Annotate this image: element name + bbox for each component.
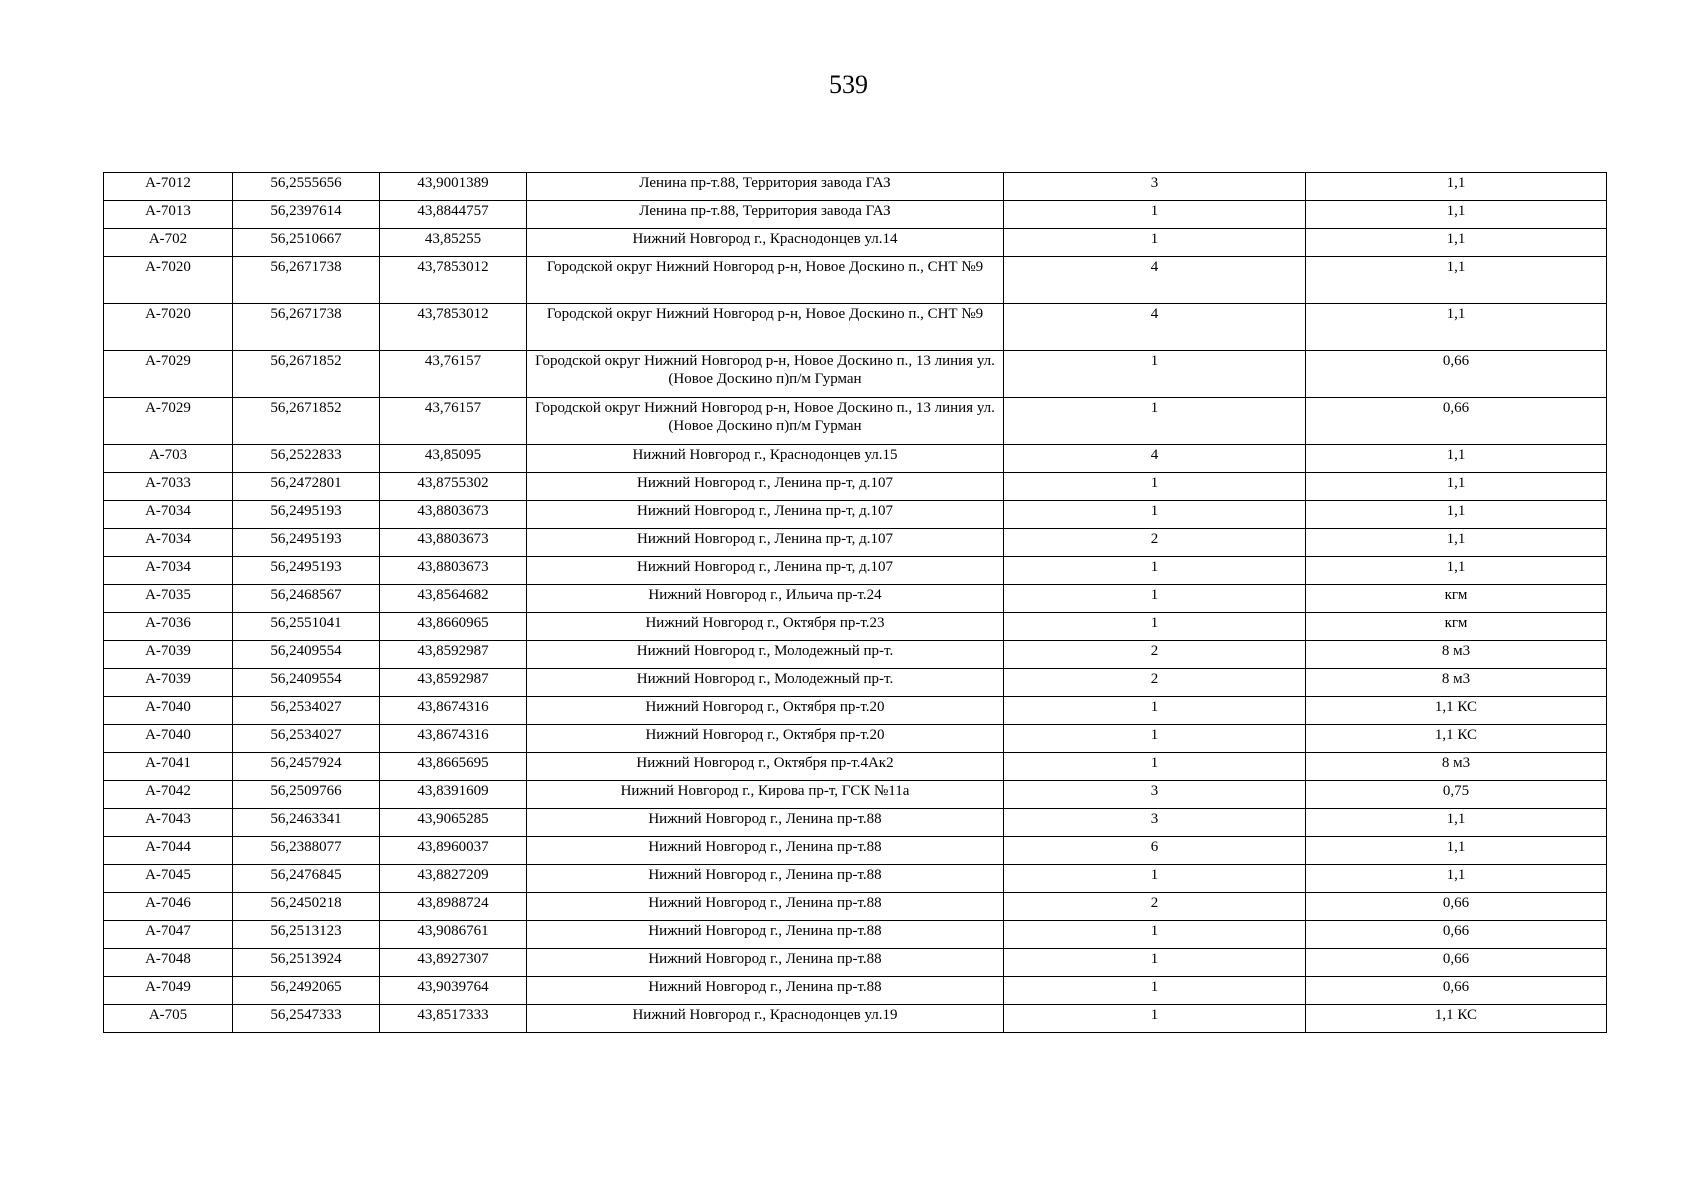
longitude-cell: 43,8803673 <box>380 529 527 557</box>
container-count-cell: 1 <box>1004 613 1306 641</box>
table-row <box>104 977 1607 1005</box>
address-cell: Нижний Новгород г., Краснодонцев ул.14 <box>527 229 1004 257</box>
container-count-cell: 1 <box>1004 865 1306 893</box>
longitude-cell: 43,8960037 <box>380 837 527 865</box>
longitude-cell: 43,9001389 <box>380 173 527 201</box>
table-row <box>104 201 1607 229</box>
site-id-cell: А-705 <box>104 1005 233 1033</box>
address-cell: Городской округ Нижний Новгород р-н, Новое Доскино п., СНТ №9 <box>527 257 1004 304</box>
container-count-cell: 1 <box>1004 201 1306 229</box>
latitude-cell: 56,2671738 <box>233 304 380 351</box>
address-cell: Нижний Новгород г., Ленина пр-т.88 <box>527 977 1004 1005</box>
site-id-cell: А-703 <box>104 445 233 473</box>
table-body <box>104 173 1607 1033</box>
container-volume-cell: 1,1 <box>1306 557 1607 585</box>
container-count-cell: 2 <box>1004 669 1306 697</box>
longitude-cell: 43,8592987 <box>380 641 527 669</box>
table-row <box>104 473 1607 501</box>
table-row <box>104 753 1607 781</box>
container-volume-cell: 1,1 <box>1306 837 1607 865</box>
table-row <box>104 585 1607 613</box>
latitude-cell: 56,2513924 <box>233 949 380 977</box>
table-row <box>104 529 1607 557</box>
container-volume-cell: 1,1 <box>1306 501 1607 529</box>
address-cell: Нижний Новгород г., Ленина пр-т.88 <box>527 837 1004 865</box>
latitude-cell: 56,2468567 <box>233 585 380 613</box>
container-sites-table <box>103 172 1607 1033</box>
container-volume-cell: 0,66 <box>1306 398 1607 445</box>
site-id-cell: А-7040 <box>104 725 233 753</box>
address-cell: Городской округ Нижний Новгород р-н, Новое Доскино п., СНТ №9 <box>527 304 1004 351</box>
site-id-cell: А-7013 <box>104 201 233 229</box>
site-id-cell: А-7029 <box>104 398 233 445</box>
address-cell: Ленина пр-т.88, Территория завода ГАЗ <box>527 173 1004 201</box>
site-id-cell: А-7020 <box>104 304 233 351</box>
longitude-cell: 43,8844757 <box>380 201 527 229</box>
latitude-cell: 56,2510667 <box>233 229 380 257</box>
site-id-cell: А-7036 <box>104 613 233 641</box>
longitude-cell: 43,76157 <box>380 398 527 445</box>
site-id-cell: А-7043 <box>104 809 233 837</box>
site-id-cell: А-7020 <box>104 257 233 304</box>
container-volume-cell: 8 м3 <box>1306 641 1607 669</box>
address-cell: Нижний Новгород г., Краснодонцев ул.19 <box>527 1005 1004 1033</box>
site-id-cell: А-7034 <box>104 501 233 529</box>
container-volume-cell: 1,1 <box>1306 809 1607 837</box>
address-cell: Нижний Новгород г., Ленина пр-т, д.107 <box>527 529 1004 557</box>
longitude-cell: 43,8755302 <box>380 473 527 501</box>
site-id-cell: А-7012 <box>104 173 233 201</box>
longitude-cell: 43,9065285 <box>380 809 527 837</box>
longitude-cell: 43,85095 <box>380 445 527 473</box>
longitude-cell: 43,8564682 <box>380 585 527 613</box>
container-count-cell: 1 <box>1004 921 1306 949</box>
address-cell: Нижний Новгород г., Кирова пр-т, ГСК №11а <box>527 781 1004 809</box>
address-cell: Нижний Новгород г., Ленина пр-т.88 <box>527 865 1004 893</box>
address-cell: Нижний Новгород г., Октября пр-т.20 <box>527 697 1004 725</box>
table-row <box>104 304 1607 351</box>
address-cell: Нижний Новгород г., Ленина пр-т.88 <box>527 949 1004 977</box>
latitude-cell: 56,2534027 <box>233 725 380 753</box>
site-id-cell: А-7041 <box>104 753 233 781</box>
container-volume-cell: 0,66 <box>1306 893 1607 921</box>
container-volume-cell: кгм <box>1306 613 1607 641</box>
container-count-cell: 1 <box>1004 697 1306 725</box>
site-id-cell: А-7033 <box>104 473 233 501</box>
latitude-cell: 56,2397614 <box>233 201 380 229</box>
container-count-cell: 1 <box>1004 557 1306 585</box>
latitude-cell: 56,2463341 <box>233 809 380 837</box>
address-cell: Ленина пр-т.88, Территория завода ГАЗ <box>527 201 1004 229</box>
address-cell: Нижний Новгород г., Ленина пр-т.88 <box>527 921 1004 949</box>
latitude-cell: 56,2509766 <box>233 781 380 809</box>
address-cell: Нижний Новгород г., Ленина пр-т.88 <box>527 809 1004 837</box>
container-volume-cell: 1,1 <box>1306 529 1607 557</box>
container-count-cell: 2 <box>1004 641 1306 669</box>
site-id-cell: А-7039 <box>104 641 233 669</box>
container-count-cell: 1 <box>1004 229 1306 257</box>
container-count-cell: 1 <box>1004 585 1306 613</box>
table-row <box>104 445 1607 473</box>
address-cell: Городской округ Нижний Новгород р-н, Новое Доскино п., 13 линия ул. (Новое Доскино п)п/м Гурман <box>527 351 1004 398</box>
container-count-cell: 4 <box>1004 304 1306 351</box>
container-volume-cell: 1,1 КС <box>1306 1005 1607 1033</box>
longitude-cell: 43,76157 <box>380 351 527 398</box>
container-volume-cell: 0,66 <box>1306 949 1607 977</box>
container-volume-cell: 8 м3 <box>1306 669 1607 697</box>
table-row <box>104 173 1607 201</box>
container-count-cell: 6 <box>1004 837 1306 865</box>
container-count-cell: 2 <box>1004 529 1306 557</box>
latitude-cell: 56,2551041 <box>233 613 380 641</box>
address-cell: Нижний Новгород г., Молодежный пр-т. <box>527 641 1004 669</box>
site-id-cell: А-7034 <box>104 557 233 585</box>
latitude-cell: 56,2388077 <box>233 837 380 865</box>
address-cell: Нижний Новгород г., Октября пр-т.23 <box>527 613 1004 641</box>
site-id-cell: А-702 <box>104 229 233 257</box>
site-id-cell: А-7049 <box>104 977 233 1005</box>
longitude-cell: 43,8827209 <box>380 865 527 893</box>
latitude-cell: 56,2409554 <box>233 669 380 697</box>
container-volume-cell: 1,1 КС <box>1306 725 1607 753</box>
container-volume-cell: 1,1 <box>1306 473 1607 501</box>
latitude-cell: 56,2522833 <box>233 445 380 473</box>
latitude-cell: 56,2476845 <box>233 865 380 893</box>
table-row <box>104 809 1607 837</box>
table-row <box>104 865 1607 893</box>
longitude-cell: 43,8988724 <box>380 893 527 921</box>
container-volume-cell: 8 м3 <box>1306 753 1607 781</box>
container-count-cell: 4 <box>1004 445 1306 473</box>
container-count-cell: 1 <box>1004 949 1306 977</box>
container-volume-cell: 0,75 <box>1306 781 1607 809</box>
container-volume-cell: 0,66 <box>1306 977 1607 1005</box>
longitude-cell: 43,8517333 <box>380 1005 527 1033</box>
address-cell: Нижний Новгород г., Ленина пр-т.88 <box>527 893 1004 921</box>
site-id-cell: А-7046 <box>104 893 233 921</box>
site-id-cell: А-7040 <box>104 697 233 725</box>
container-count-cell: 3 <box>1004 781 1306 809</box>
longitude-cell: 43,8803673 <box>380 557 527 585</box>
page-number: 539 <box>829 70 868 99</box>
table-row <box>104 921 1607 949</box>
site-id-cell: А-7039 <box>104 669 233 697</box>
longitude-cell: 43,9039764 <box>380 977 527 1005</box>
table-row <box>104 229 1607 257</box>
address-cell: Нижний Новгород г., Октября пр-т.20 <box>527 725 1004 753</box>
latitude-cell: 56,2492065 <box>233 977 380 1005</box>
address-cell: Нижний Новгород г., Краснодонцев ул.15 <box>527 445 1004 473</box>
longitude-cell: 43,8674316 <box>380 697 527 725</box>
site-id-cell: А-7034 <box>104 529 233 557</box>
latitude-cell: 56,2534027 <box>233 697 380 725</box>
container-count-cell: 4 <box>1004 257 1306 304</box>
longitude-cell: 43,8803673 <box>380 501 527 529</box>
longitude-cell: 43,9086761 <box>380 921 527 949</box>
longitude-cell: 43,8927307 <box>380 949 527 977</box>
longitude-cell: 43,8391609 <box>380 781 527 809</box>
table-row <box>104 257 1607 304</box>
address-cell: Нижний Новгород г., Октября пр-т.4Ак2 <box>527 753 1004 781</box>
container-volume-cell: 1,1 <box>1306 201 1607 229</box>
latitude-cell: 56,2671852 <box>233 351 380 398</box>
container-volume-cell: 1,1 <box>1306 304 1607 351</box>
longitude-cell: 43,85255 <box>380 229 527 257</box>
site-id-cell: А-7047 <box>104 921 233 949</box>
table-row <box>104 781 1607 809</box>
table-row <box>104 557 1607 585</box>
latitude-cell: 56,2671738 <box>233 257 380 304</box>
container-volume-cell: 0,66 <box>1306 351 1607 398</box>
latitude-cell: 56,2671852 <box>233 398 380 445</box>
latitude-cell: 56,2495193 <box>233 557 380 585</box>
latitude-cell: 56,2495193 <box>233 501 380 529</box>
site-id-cell: А-7042 <box>104 781 233 809</box>
latitude-cell: 56,2547333 <box>233 1005 380 1033</box>
container-count-cell: 1 <box>1004 725 1306 753</box>
container-volume-cell: кгм <box>1306 585 1607 613</box>
container-volume-cell: 1,1 <box>1306 173 1607 201</box>
container-volume-cell: 1,1 <box>1306 257 1607 304</box>
address-cell: Нижний Новгород г., Ильича пр-т.24 <box>527 585 1004 613</box>
site-id-cell: А-7044 <box>104 837 233 865</box>
longitude-cell: 43,8674316 <box>380 725 527 753</box>
site-id-cell: А-7029 <box>104 351 233 398</box>
table-row <box>104 669 1607 697</box>
site-id-cell: А-7045 <box>104 865 233 893</box>
latitude-cell: 56,2555656 <box>233 173 380 201</box>
table-row <box>104 837 1607 865</box>
latitude-cell: 56,2472801 <box>233 473 380 501</box>
site-id-cell: А-7035 <box>104 585 233 613</box>
latitude-cell: 56,2457924 <box>233 753 380 781</box>
table-row <box>104 613 1607 641</box>
longitude-cell: 43,7853012 <box>380 257 527 304</box>
container-count-cell: 1 <box>1004 398 1306 445</box>
container-count-cell: 1 <box>1004 753 1306 781</box>
container-count-cell: 1 <box>1004 351 1306 398</box>
table-row <box>104 697 1607 725</box>
longitude-cell: 43,7853012 <box>380 304 527 351</box>
container-count-cell: 2 <box>1004 893 1306 921</box>
table-row <box>104 501 1607 529</box>
longitude-cell: 43,8660965 <box>380 613 527 641</box>
table-row <box>104 893 1607 921</box>
container-volume-cell: 1,1 <box>1306 865 1607 893</box>
container-count-cell: 1 <box>1004 977 1306 1005</box>
address-cell: Нижний Новгород г., Молодежный пр-т. <box>527 669 1004 697</box>
latitude-cell: 56,2495193 <box>233 529 380 557</box>
address-cell: Нижний Новгород г., Ленина пр-т, д.107 <box>527 501 1004 529</box>
table-row <box>104 398 1607 445</box>
address-cell: Городской округ Нижний Новгород р-н, Новое Доскино п., 13 линия ул. (Новое Доскино п)п/м Гурман <box>527 398 1004 445</box>
container-volume-cell: 1,1 <box>1306 445 1607 473</box>
container-count-cell: 1 <box>1004 501 1306 529</box>
container-volume-cell: 0,66 <box>1306 921 1607 949</box>
container-volume-cell: 1,1 КС <box>1306 697 1607 725</box>
table-row <box>104 351 1607 398</box>
table-row <box>104 949 1607 977</box>
address-cell: Нижний Новгород г., Ленина пр-т, д.107 <box>527 473 1004 501</box>
address-cell: Нижний Новгород г., Ленина пр-т, д.107 <box>527 557 1004 585</box>
container-count-cell: 1 <box>1004 1005 1306 1033</box>
latitude-cell: 56,2450218 <box>233 893 380 921</box>
container-count-cell: 3 <box>1004 809 1306 837</box>
table-row <box>104 725 1607 753</box>
table-row <box>104 1005 1607 1033</box>
container-count-cell: 3 <box>1004 173 1306 201</box>
latitude-cell: 56,2409554 <box>233 641 380 669</box>
container-volume-cell: 1,1 <box>1306 229 1607 257</box>
latitude-cell: 56,2513123 <box>233 921 380 949</box>
longitude-cell: 43,8592987 <box>380 669 527 697</box>
table-row <box>104 641 1607 669</box>
longitude-cell: 43,8665695 <box>380 753 527 781</box>
site-id-cell: А-7048 <box>104 949 233 977</box>
container-count-cell: 1 <box>1004 473 1306 501</box>
